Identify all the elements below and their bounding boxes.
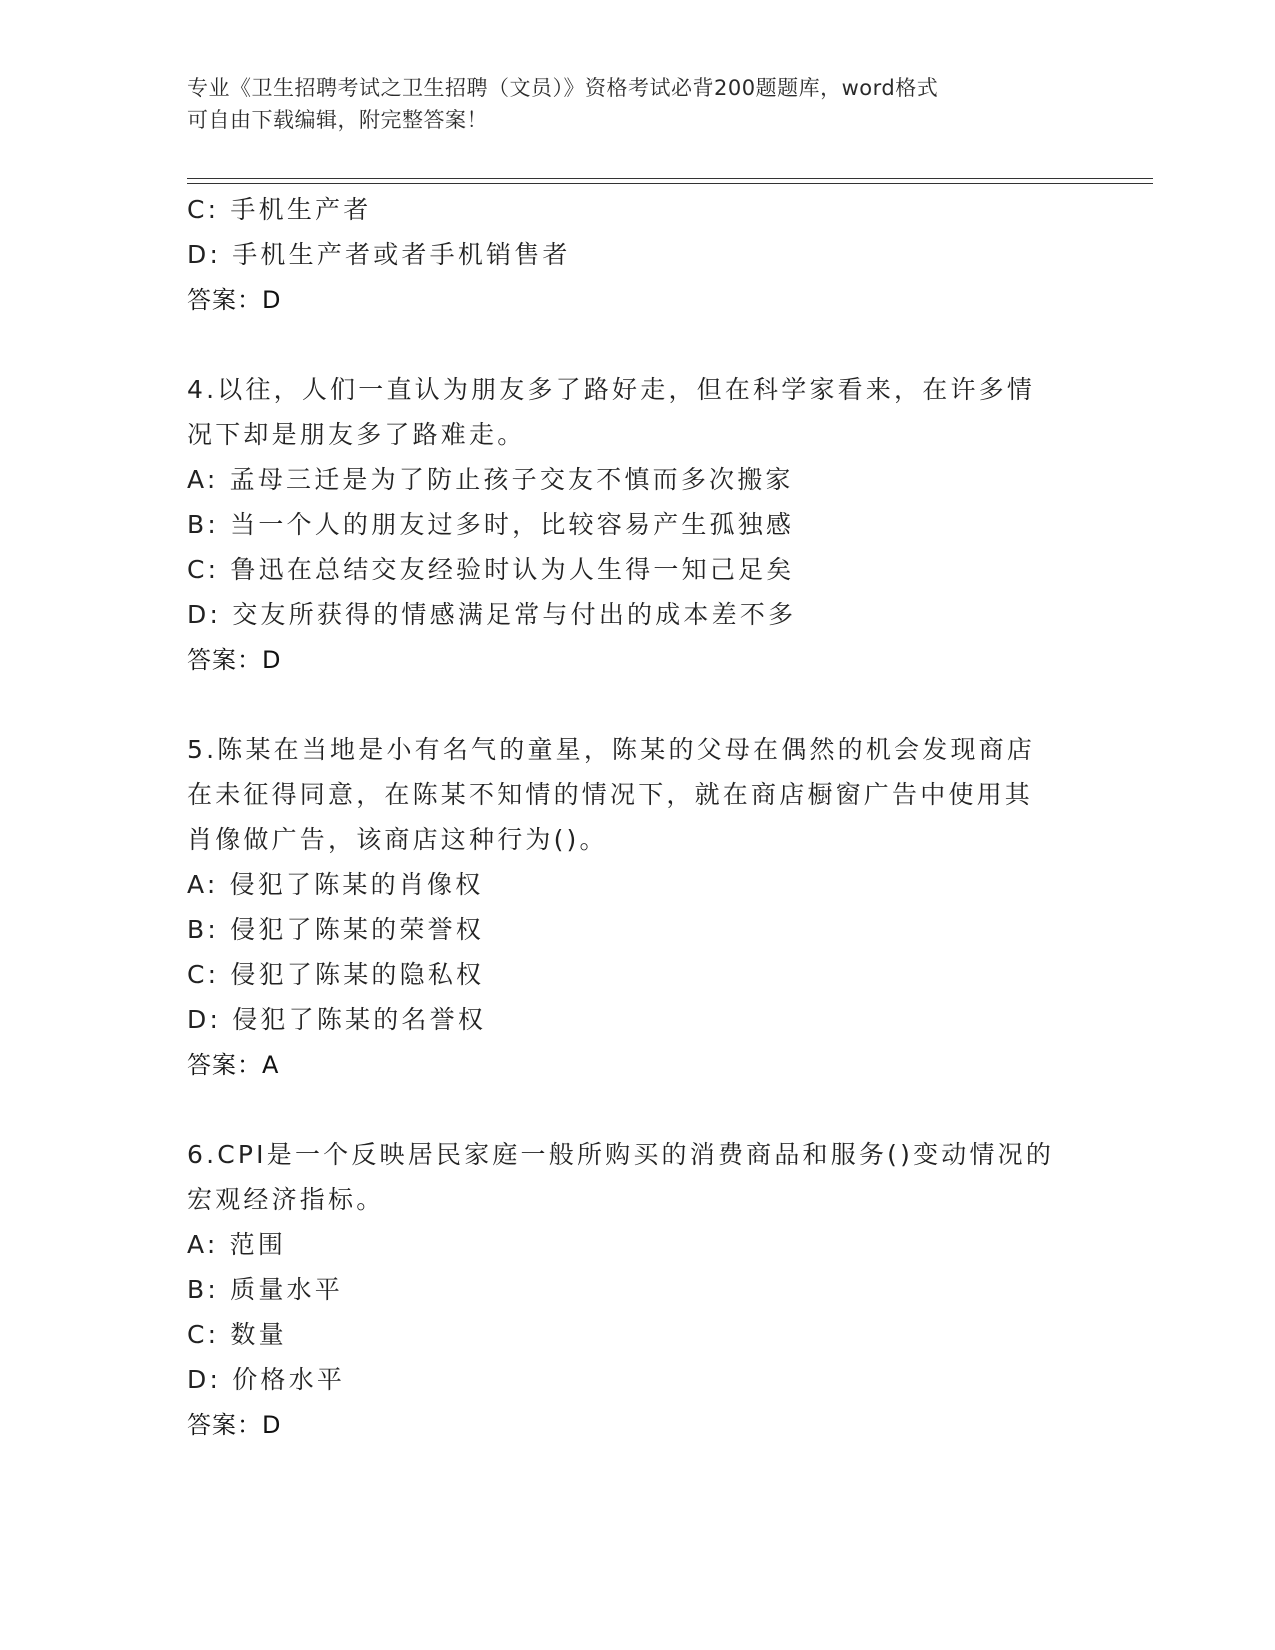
header-divider-bottom (187, 183, 1153, 184)
q5-option-c: C: 侵犯了陈某的隐私权 (187, 960, 485, 989)
q4-option-a: A: 孟母三迁是为了防止孩子交友不慎而多次搬家 (187, 465, 794, 494)
q4-option-d: D: 交友所获得的情感满足常与付出的成本差不多 (187, 600, 797, 629)
q5-stem-line-3: 肖像做广告，该商店这种行为()。 (187, 825, 608, 854)
q3-answer: 答案：D (187, 286, 282, 314)
q4-stem-line-1: 4.以往，人们一直认为朋友多了路好走，但在科学家看来，在许多情 (187, 375, 1036, 404)
q6-option-d: D: 价格水平 (187, 1365, 346, 1394)
header-title-line-2: 可自由下载编辑，附完整答案！ (187, 108, 488, 132)
q3-option-d: D: 手机生产者或者手机销售者 (187, 240, 571, 269)
q5-option-b: B: 侵犯了陈某的荣誉权 (187, 915, 484, 944)
header-divider-top (187, 178, 1153, 179)
q5-answer: 答案：A (187, 1051, 280, 1079)
q6-option-a: A: 范围 (187, 1230, 287, 1259)
q4-answer: 答案：D (187, 646, 282, 674)
q6-answer: 答案：D (187, 1411, 282, 1439)
q4-option-b: B: 当一个人的朋友过多时，比较容易产生孤独感 (187, 510, 795, 539)
header-title-line-1: 专业《卫生招聘考试之卫生招聘（文员）》资格考试必背200题题库，word格式 (187, 76, 939, 100)
q3-option-c: C: 手机生产者 (187, 195, 372, 224)
q4-option-c: C: 鲁迅在总结交友经验时认为人生得一知己足矣 (187, 555, 795, 584)
q6-option-c: C: 数量 (187, 1320, 287, 1349)
q6-stem-line-1: 6.CPI是一个反映居民家庭一般所购买的消费商品和服务()变动情况的 (187, 1140, 1055, 1169)
q6-stem-line-2: 宏观经济指标。 (187, 1185, 385, 1214)
q6-option-b: B: 质量水平 (187, 1275, 343, 1304)
q4-stem-line-2: 况下却是朋友多了路难走。 (187, 420, 526, 449)
q5-stem-line-2: 在未征得同意，在陈某不知情的情况下，就在商店橱窗广告中使用其 (187, 780, 1034, 809)
q5-stem-line-1: 5.陈某在当地是小有名气的童星，陈某的父母在偶然的机会发现商店 (187, 735, 1036, 764)
q5-option-d: D: 侵犯了陈某的名誉权 (187, 1005, 487, 1034)
q5-option-a: A: 侵犯了陈某的肖像权 (187, 870, 484, 899)
document-header (187, 72, 1067, 136)
